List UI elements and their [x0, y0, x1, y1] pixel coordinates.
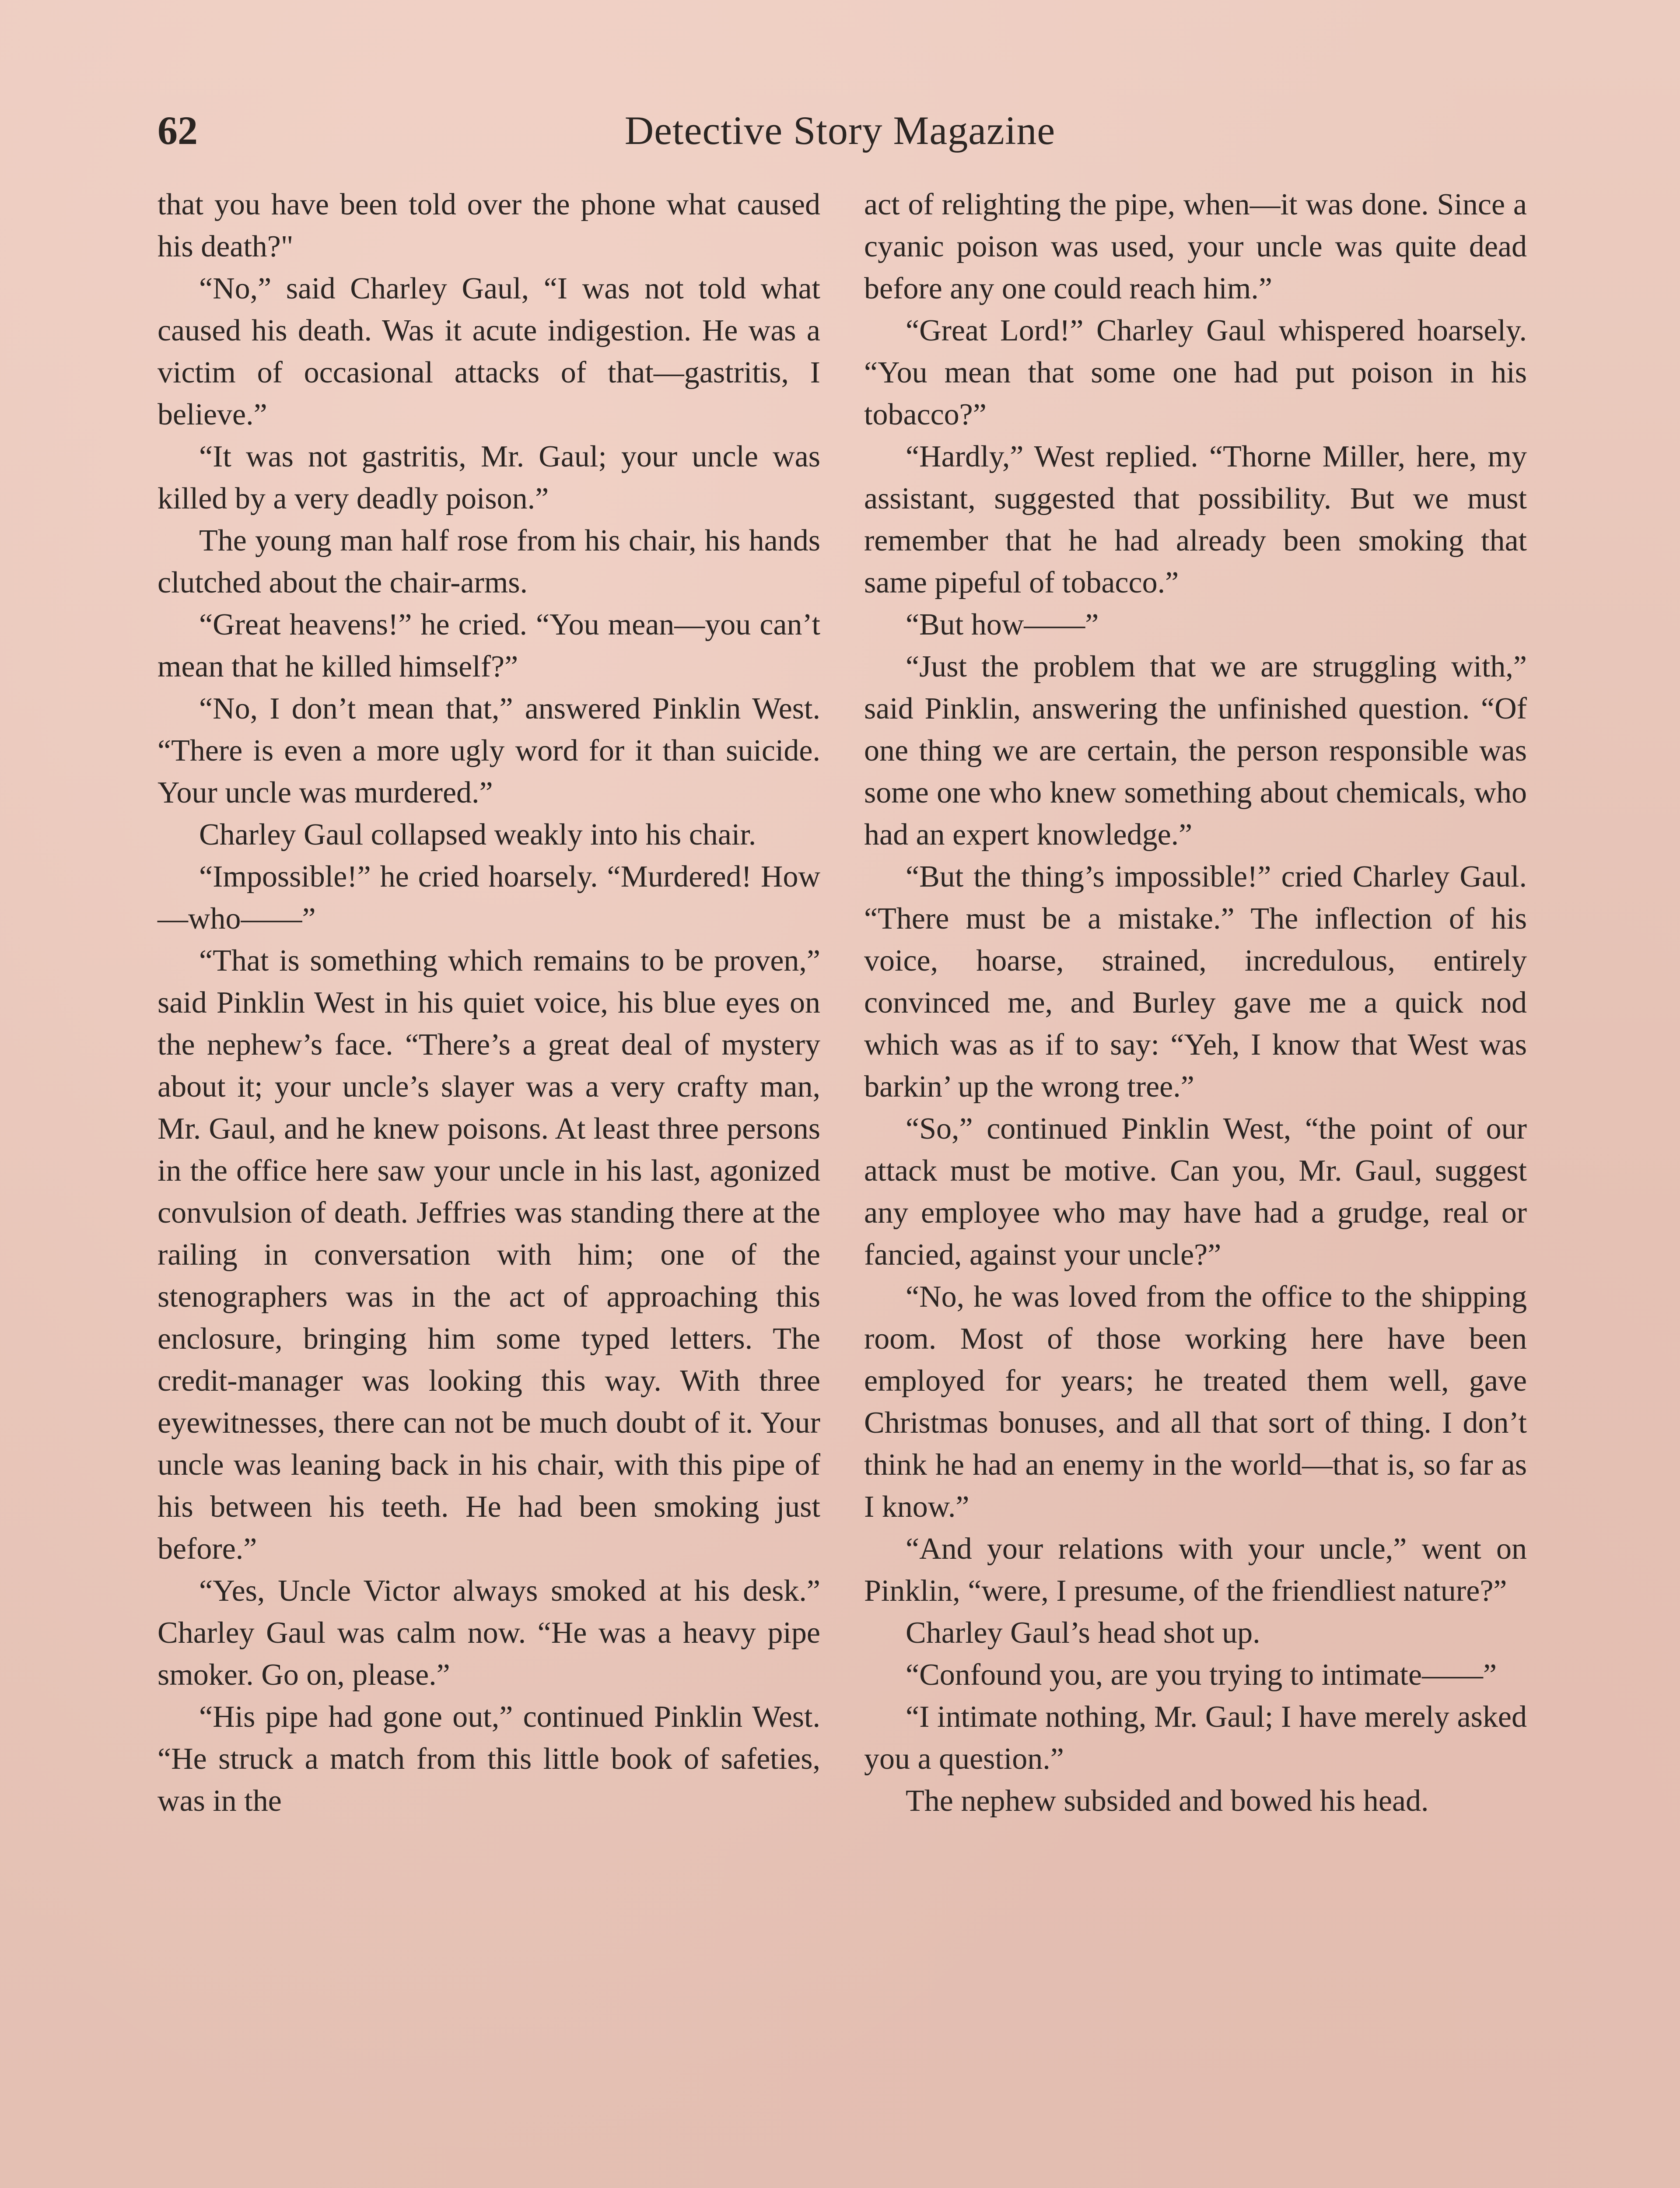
paragraph: “Just the problem that we are struggling with,” said Pinklin, answering the unfinished question. “Of one thing we are certain, the person responsible was some one who knew something about chemicals, who had an expert knowledge.”	[864, 650, 1527, 852]
paragraph: The young man half rose from his chair, his hands clutched about the chair-arms.	[158, 524, 820, 600]
paragraph: act of relighting the pipe, when—it was done. Since a cyanic poison was used, your uncle was quite dead before any one could reach him.”	[864, 188, 1527, 305]
paragraph: “Hardly,” West replied. “Thorne Miller, here, my assistant, suggested that possibility. But we must remember that he had already been smoking that same pipeful of tobacco.”	[864, 440, 1527, 600]
paragraph: “It was not gastritis, Mr. Gaul; your uncle was killed by a very deadly poison.”	[158, 440, 820, 515]
paragraph: Charley Gaul’s head shot up.	[906, 1616, 1260, 1650]
paragraph: “I intimate nothing, Mr. Gaul; I have merely asked you a question.”	[864, 1700, 1527, 1776]
running-title: Detective Story Magazine	[624, 108, 1056, 153]
paragraph: “Great heavens!” he cried. “You mean—you can’t mean that he killed himself?”	[158, 608, 820, 684]
paragraph: “And your relations with your uncle,” went on Pinklin, “were, I presume, of the friendliest nature?”	[864, 1532, 1527, 1608]
paragraph: “His pipe had gone out,” continued Pinklin West. “He struck a match from this little book of safeties, was in the	[158, 1700, 820, 1818]
paragraph: “No, I don’t mean that,” answered Pinklin West. “There is even a more ugly word for it than suicide. Your uncle was murdered.”	[158, 692, 820, 810]
left-column	[158, 184, 820, 1822]
paragraph: “That is something which remains to be proven,” said Pinklin West in his quiet voice, his blue eyes on the nephew’s face. “There’s a great deal of mystery about it; your uncle’s slayer was a very crafty man, Mr. Gaul, and he knew poisons. At least three persons in the office here saw your uncle in his last, agonized convulsion of death. Jeffries was standing there at the railing in conversation with him; one of the stenographers was in the act of approaching this enclosure, bringing him some typed letters. The credit-manager was looking this way. With three eyewitnesses, there can not be much doubt of it. Your uncle was leaning back in his chair, with this pipe of his between his teeth. He had been smoking just before.”	[158, 944, 820, 1566]
paragraph: The nephew subsided and bowed his head.	[906, 1784, 1429, 1818]
paragraph: “Great Lord!” Charley Gaul whispered hoarsely. “You mean that some one had put poison in his tobacco?”	[864, 314, 1527, 431]
page-header	[158, 95, 1522, 165]
paragraph: “Impossible!” he cried hoarsely. “Murdered! How—who——”	[158, 860, 820, 936]
paragraph: “But the thing’s impossible!” cried Charley Gaul. “There must be a mistake.” The inflection of his voice, hoarse, strained, incredulous, entirely convinced me, and Burley gave me a quick nod which was as if to say: “Yeh, I know that West was barkin’ up the wrong tree.”	[864, 860, 1527, 1104]
page-number: 62	[158, 108, 198, 153]
paragraph: Charley Gaul collapsed weakly into his chair.	[199, 818, 756, 852]
right-column	[864, 184, 1527, 1822]
paragraph: that you have been told over the phone what caused his death?"	[158, 188, 820, 263]
paragraph: “No, he was loved from the office to the shipping room. Most of those working here have been employed for years; he treated them well, gave Christmas bonuses, and all that sort of thing. I don’t think he had an enemy in the world—that is, so far as I know.”	[864, 1280, 1527, 1524]
paragraph: “So,” continued Pinklin West, “the point of our attack must be motive. Can you, Mr. Gaul, suggest any employee who may have had a grudge, real or fancied, against your uncle?”	[864, 1112, 1527, 1272]
paragraph: “But how——”	[906, 608, 1099, 642]
paragraph: “Yes, Uncle Victor always smoked at his desk.” Charley Gaul was calm now. “He was a heavy pipe smoker. Go on, please.”	[158, 1574, 820, 1692]
paragraph: “No,” said Charley Gaul, “I was not told what caused his death. Was it acute indigestion. He was a victim of occasional attacks of that—gastritis, I believe.”	[158, 272, 820, 431]
paragraph: “Confound you, are you trying to intimate——”	[906, 1658, 1497, 1692]
